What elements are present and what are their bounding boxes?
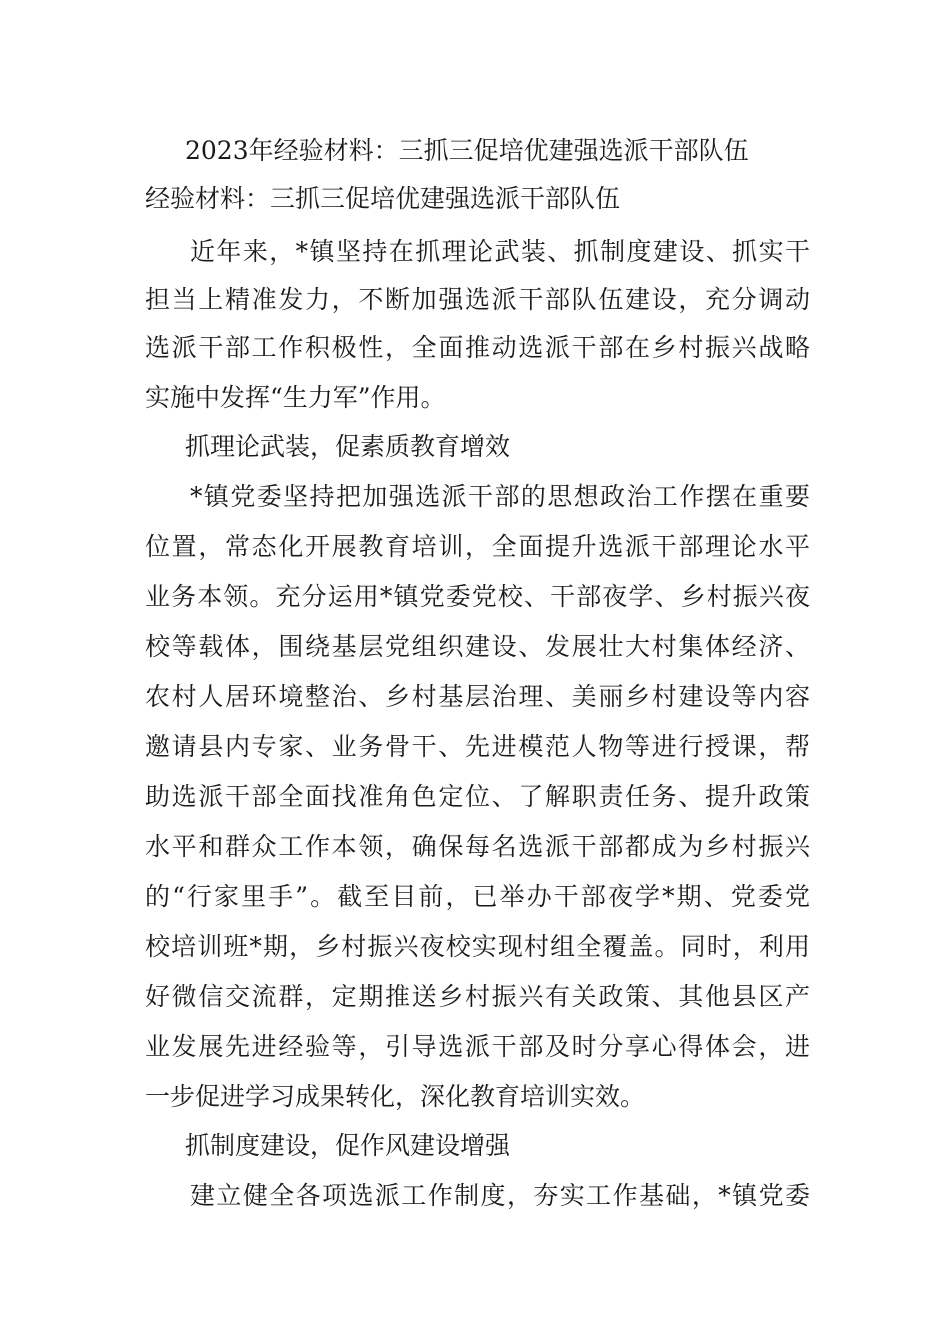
section-heading: 抓制度建设，促作风建设增强 [185, 1131, 511, 1160]
paragraph-line: 校培训班*期，乡村振兴夜校实现村组全覆盖。同时，利用 [145, 932, 810, 961]
paragraph-line: 邀请县内专家、业务骨干、先进模范人物等进行授课，帮 [145, 732, 810, 761]
paragraph-line: 农村人居环境整治、乡村基层治理、美丽乡村建设等内容 [145, 682, 810, 711]
paragraph-line: 实施中发挥“生力军”作用。 [145, 383, 446, 412]
paragraph-line: 建立健全各项选派工作制度，夯实工作基础，*镇党委 [190, 1181, 810, 1210]
paragraph-line: 选派干部工作积极性，全面推动选派干部在乡村振兴战略 [145, 333, 810, 362]
paragraph-line: 的“行家里手”。截至目前，已举办干部夜学*期、党委党 [145, 882, 810, 911]
paragraph-line: 业务本领。充分运用*镇党委党校、干部夜学、乡村振兴夜 [145, 582, 810, 611]
section-heading: 抓理论武装，促素质教育增效 [185, 432, 511, 461]
paragraph-line: 担当上精准发力，不断加强选派干部队伍建设，充分调动 [145, 285, 810, 314]
paragraph-line: 位置，常态化开展教育培训，全面提升选派干部理论水平 [145, 532, 810, 561]
paragraph-line: 助选派干部全面找准角色定位、了解职责任务、提升政策 [145, 782, 810, 811]
paragraph-line: *镇党委坚持把加强选派干部的思想政治工作摆在重要 [190, 482, 810, 511]
paragraph-line: 一步促进学习成果转化，深化教育培训实效。 [145, 1082, 646, 1111]
paragraph-line: 好微信交流群，定期推送乡村振兴有关政策、其他县区产 [145, 982, 810, 1011]
paragraph-line: 水平和群众工作本领，确保每名选派干部都成为乡村振兴 [145, 832, 810, 861]
paragraph-line: 近年来，*镇坚持在抓理论武装、抓制度建设、抓实干 [190, 237, 810, 266]
document-title: 2023年经验材料：三抓三促培优建强选派干部队伍 [185, 136, 749, 165]
document-subtitle: 经验材料：三抓三促培优建强选派干部队伍 [145, 184, 621, 213]
paragraph-line: 校等载体，围绕基层党组织建设、发展壮大村集体经济、 [145, 632, 810, 661]
paragraph-line: 业发展先进经验等，引导选派干部及时分享心得体会，进 [145, 1032, 810, 1061]
